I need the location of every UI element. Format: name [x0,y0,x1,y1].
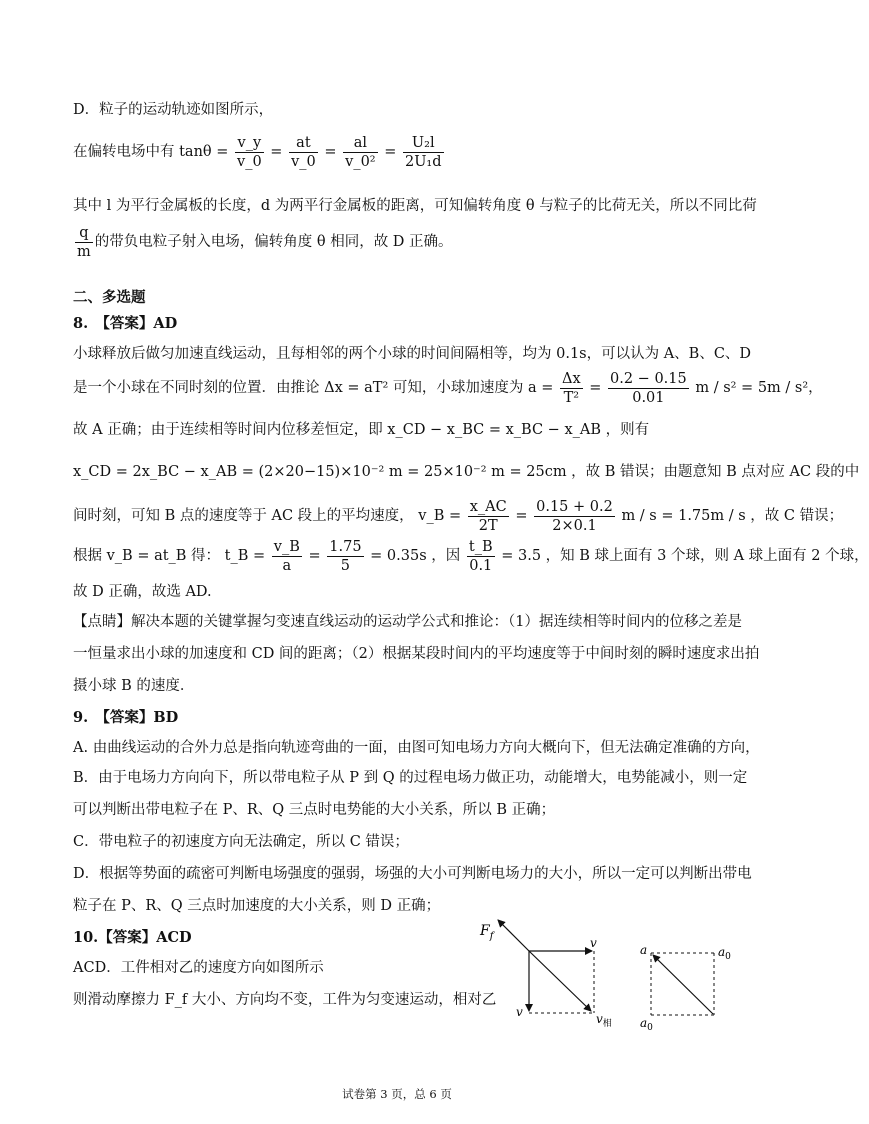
label-a0-bottom: $a_0$ [640,1016,653,1033]
q9-c: C．带电粒子的初速度方向无法确定，所以 C 错误； [73,834,409,850]
q8-line-6a: 根据 v_B = at_B 得： t_B = [73,548,266,564]
q8-frac-xac [468,498,509,535]
d-frac-1-num: v_y [235,134,264,153]
q8-line-2 [73,368,823,408]
d-formula-lhs: tanθ = [179,144,229,160]
q8-line-1: 小球释放后做匀加速直线运动，且每相邻的两个小球的时间间隔相等，均为 0.1s，可以认为 A、B、C、D [73,346,752,362]
q8-line-7: 故 D 正确，故选 AD. [73,584,212,600]
q8-frac-tb2 [327,538,363,575]
label-a0-right: $a_0$ [718,945,731,962]
vector-diagram [474,912,744,1036]
friction-force-arrow [498,920,529,951]
q8-frac-dx-num: Δx [561,370,581,387]
d-qm-frac [75,224,93,261]
q8-frac-tb2-num: 1.75 [329,538,362,555]
d-qm-den: m [77,243,91,260]
q8-frac-tb2-den: 5 [340,557,351,574]
d-frac-1 [235,134,264,171]
label-v-left: v [516,1005,523,1019]
q8-line-2b: m / s² = 5m / s²， [695,380,823,396]
q8-frac-xac-num: x_AC [469,498,507,515]
q9-head: 9. 【答案】BD [73,709,179,726]
q10-line-1: ACD．工件相对乙的速度方向如图所示 [73,960,324,976]
q8-frac-tb3-num: t_B [468,538,493,555]
d-frac-2-den: v_0 [291,153,316,170]
q8-tip-2: 一恒量求出小球的加速度和 CD 间的距离；（2）根据某段时间内的平均速度等于中间时刻的瞬时速度求出拍 [73,646,760,662]
d-qm-num: q [75,224,93,243]
q8-line-3: 故 A 正确；由于连续相等时间内位移差恒定，即 x_CD − x_BC = x_BC − x_AB ，则有 [73,422,650,438]
section-title: 二、多选题 [73,289,146,306]
d-frac-4-den: 2U₁d [404,153,442,170]
d-line-4-rest: 的带负电粒子射入电场，偏转角度 θ 相同，故 D 正确。 [94,234,453,250]
q8-line-6b: = 3.5 ，知 B 球上面有 3 个球，则 A 球上面有 2 个球， [501,548,869,564]
q8-frac-tb3-den: 0.1 [469,557,493,574]
q8-frac-tb3 [467,538,495,575]
q8-line-4: x_CD = 2x_BC − x_AB = (2×20−15)×10⁻² m = 25×10⁻² m = 25cm ，故 B 错误；由题意知 B 点对应 AC 段的中 [73,464,860,480]
q8-line-5a: 间时刻，可知 B 点的速度等于 AC 段上的平均速度， v_B = [73,508,462,524]
q8-frac-tb1 [272,538,302,575]
d-line-1: D．粒子的运动轨迹如图所示， [73,102,274,118]
q8-frac-xac-den: 2T [478,517,498,534]
q8-frac-vb-num: 0.15 + 0.2 [536,498,613,515]
q9-b1: B．由于电场力方向向下，所以带电粒子从 P 到 Q 的过程电场力做正功，动能增大，电势能减小，则一定 [73,770,748,786]
q8-frac-num [608,370,689,407]
q9-d2: 粒子在 P、R、Q 三点时加速度的大小关系，则 D 正确； [73,898,441,914]
q8-frac-num-den: 0.01 [632,389,665,406]
q8-line-5-eq: = [515,508,528,524]
q8-line-2-eq: = [589,380,602,396]
q8-frac-dx [560,370,583,407]
q8-line-2a: 是一个小球在不同时刻的位置．由推论 Δx = aT² 可知，小球加速度为 a = [73,380,554,396]
q8-head: 8. 【答案】AD [73,315,178,332]
d-frac-4-num: U₂l [403,134,444,153]
q8-frac-tb1-den: a [282,557,292,574]
d-frac-3 [343,134,377,171]
q9-b2: 可以判断出带电粒子在 P、R、Q 三点时电势能的大小关系，所以 B 正确； [73,802,556,818]
d-formula-line: 在偏转电场中有 tanθ = $\frac{v\_y}{v\_0}$ = $\frac{at}{v\_0}$ = $\frac{al}{\text{v\_0²}}$ = $\frac{\text{U₂l}}{\text{2U₁d}}$ [73,134,442,170]
label-ff: $F_f$ [480,923,494,942]
q9-a: A. 由曲线运动的合外力总是指向轨迹弯曲的一面，由图可知电场力方向大概向下，但无法确定准确的方向， [73,740,760,756]
a-arrow [653,955,713,1014]
label-v-rel: $v_相$ [596,1012,612,1029]
d-frac-3-den: v_0² [345,153,376,170]
q8-tip-1: 【点睛】解决本题的关键掌握匀变速直线运动的运动学公式和推论：（1）据连续相等时间内的位移之差是 [73,614,742,630]
q8-frac-tb1-num: v_B [273,538,300,555]
q8-frac-vb-den: 2×0.1 [552,517,597,534]
q10-head: 10.【答案】ACD [73,929,192,946]
d-line-3: 其中 l 为平行金属板的长度，d 为两平行金属板的距离，可知偏转角度 θ 与粒子的比荷无关，所以不同比荷 [73,198,757,214]
d-formula-prefix: 在偏转电场中有 [73,144,180,160]
d-frac-2-num: at [289,134,318,153]
q10-line-2: 则滑动摩擦力 F_f 大小、方向均不变，工件为匀变速运动，相对乙 [73,992,497,1008]
d-frac-3-num: al [343,134,377,153]
v-rel-arrow [529,951,591,1011]
d-frac-2 [289,134,318,171]
d-line-4 [73,222,453,262]
q8-line-6-mid: = 0.35s ，因 [370,548,461,564]
d-frac-1-den: v_0 [237,153,262,170]
page-footer: 试卷第 3 页，总 6 页 [342,1087,452,1101]
d-frac-4 [403,134,444,171]
q8-line-5 [73,496,843,536]
q9-d1: D．根据等势面的疏密可判断电场强度的强弱，场强的大小可判断电场力的大小，所以一定可以判断出带电 [73,866,752,882]
q8-line-6: 根据 v_B = at_B 得： t_B = $\frac{v\_B}{a}$ = $\frac{1.75}{5}$ = 0.35s ，因 $\frac{t\_B}{0.1}$ = 3.5 ，知 B 球上面有 3 个球，则 A 球上面有 2 个球， [73,538,869,574]
q8-frac-vb [534,498,615,535]
label-v-top: v [590,936,597,950]
label-a-top: a [640,943,648,957]
q8-frac-dx-den: T² [563,389,580,406]
q8-frac-num-num: 0.2 − 0.15 [610,370,687,387]
q8-line-5b: m / s = 1.75m / s ，故 C 错误； [621,508,844,524]
q8-tip-3: 摄小球 B 的速度． [73,678,195,694]
